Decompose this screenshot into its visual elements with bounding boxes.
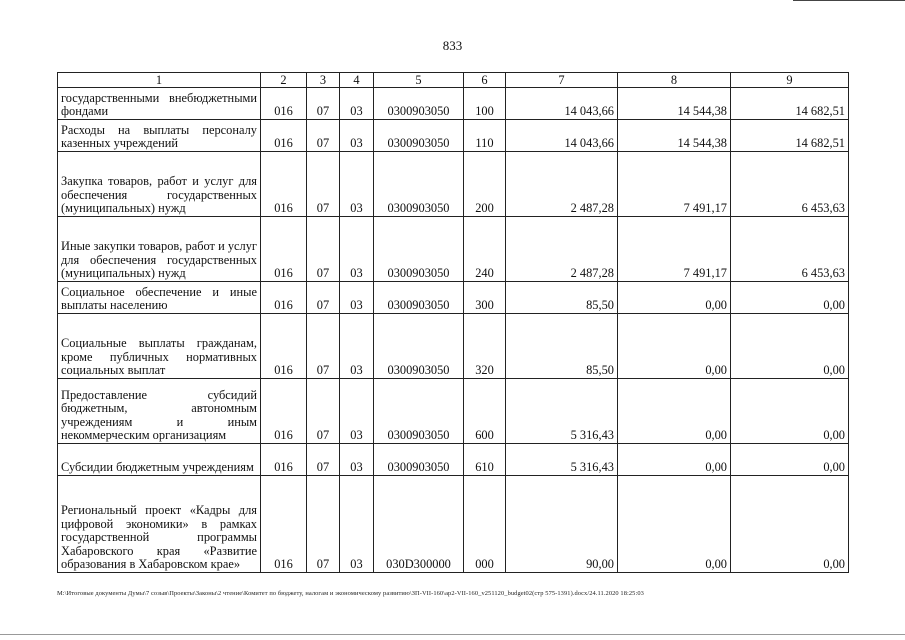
target-article-cell: 0300903050 bbox=[374, 120, 464, 152]
subsection-code-cell: 03 bbox=[340, 217, 374, 282]
amount-2021-cell: 85,50 bbox=[506, 314, 618, 379]
section-code-cell: 07 bbox=[307, 152, 340, 217]
expense-type-cell: 100 bbox=[464, 88, 506, 120]
subsection-code-cell: 03 bbox=[340, 282, 374, 314]
header-cell: 7 bbox=[506, 73, 618, 88]
subsection-code-cell: 03 bbox=[340, 120, 374, 152]
table-row bbox=[58, 88, 849, 120]
row-name-cell: Расходы на выплаты персоналу казенных учреждений bbox=[58, 120, 261, 152]
header-cell: 8 bbox=[618, 73, 731, 88]
section-code-cell: 07 bbox=[307, 217, 340, 282]
row-name-cell: Иные закупки товаров, работ и услуг для обеспечения государственных (муниципальных) нужд bbox=[58, 217, 261, 282]
expense-type-cell: 300 bbox=[464, 282, 506, 314]
header-cell: 6 bbox=[464, 73, 506, 88]
header-cell: 3 bbox=[307, 73, 340, 88]
target-article-cell: 0300903050 bbox=[374, 152, 464, 217]
row-name-cell: Социальное обеспечение и иные выплаты населению bbox=[58, 282, 261, 314]
section-code-cell: 07 bbox=[307, 120, 340, 152]
subsection-code-cell: 03 bbox=[340, 476, 374, 573]
document-path-footer: M:\Итоговые документы Думы\7 созыв\Проекты\Законы\2 чтение\Комитет по бюджету, налогам и экономическому развитию\ЗП-VII-160\ap2-VII-160_v251120_budget02(стр 575-1391).docx/24.11.2020 18:25:03 bbox=[57, 590, 644, 597]
row-name-cell: государственными внебюджетными фондами bbox=[58, 88, 261, 120]
amount-2021-cell: 85,50 bbox=[506, 282, 618, 314]
section-code-cell: 07 bbox=[307, 88, 340, 120]
header-cell: 1 bbox=[58, 73, 261, 88]
amount-2023-cell: 6 453,63 bbox=[731, 217, 849, 282]
section-code-cell: 07 bbox=[307, 379, 340, 444]
amount-2023-cell: 6 453,63 bbox=[731, 152, 849, 217]
expense-type-cell: 000 bbox=[464, 476, 506, 573]
target-article-cell: 0300903050 bbox=[374, 379, 464, 444]
header-cell: 9 bbox=[731, 73, 849, 88]
amount-2023-cell: 0,00 bbox=[731, 444, 849, 476]
grbs-code-cell: 016 bbox=[261, 152, 307, 217]
grbs-code-cell: 016 bbox=[261, 282, 307, 314]
page-number: 833 bbox=[442, 38, 463, 53]
amount-2022-cell: 0,00 bbox=[618, 282, 731, 314]
target-article-cell: 0300903050 bbox=[374, 217, 464, 282]
amount-2022-cell: 7 491,17 bbox=[618, 152, 731, 217]
subsection-code-cell: 03 bbox=[340, 444, 374, 476]
amount-2021-cell: 5 316,43 bbox=[506, 444, 618, 476]
target-article-cell: 030D300000 bbox=[374, 476, 464, 573]
amount-2023-cell: 14 682,51 bbox=[731, 88, 849, 120]
amount-2021-cell: 2 487,28 bbox=[506, 217, 618, 282]
budget-table bbox=[57, 72, 849, 573]
header-cell: 5 bbox=[374, 73, 464, 88]
section-code-cell: 07 bbox=[307, 314, 340, 379]
target-article-cell: 0300903050 bbox=[374, 314, 464, 379]
section-code-cell: 07 bbox=[307, 476, 340, 573]
row-name-cell: Предоставление субсидий бюджетным, автономным учреждениям и иным некоммерческим организациям bbox=[58, 379, 261, 444]
amount-2022-cell: 7 491,17 bbox=[618, 217, 731, 282]
expense-type-cell: 240 bbox=[464, 217, 506, 282]
table-row bbox=[58, 217, 849, 282]
table-row bbox=[58, 379, 849, 444]
row-name-cell: Субсидии бюджетным учреждениям bbox=[58, 444, 261, 476]
amount-2022-cell: 0,00 bbox=[618, 314, 731, 379]
grbs-code-cell: 016 bbox=[261, 476, 307, 573]
amount-2022-cell: 14 544,38 bbox=[618, 88, 731, 120]
amount-2021-cell: 5 316,43 bbox=[506, 379, 618, 444]
row-name-cell: Социальные выплаты гражданам, кроме публичных нормативных социальных выплат bbox=[58, 314, 261, 379]
subsection-code-cell: 03 bbox=[340, 314, 374, 379]
amount-2023-cell: 0,00 bbox=[731, 314, 849, 379]
table-body bbox=[58, 88, 849, 573]
amount-2023-cell: 0,00 bbox=[731, 476, 849, 573]
amount-2021-cell: 14 043,66 bbox=[506, 120, 618, 152]
amount-2023-cell: 0,00 bbox=[731, 282, 849, 314]
amount-2022-cell: 0,00 bbox=[618, 379, 731, 444]
expense-type-cell: 200 bbox=[464, 152, 506, 217]
table-row bbox=[58, 282, 849, 314]
table-header-row bbox=[58, 73, 849, 88]
grbs-code-cell: 016 bbox=[261, 88, 307, 120]
grbs-code-cell: 016 bbox=[261, 444, 307, 476]
amount-2023-cell: 0,00 bbox=[731, 379, 849, 444]
amount-2021-cell: 2 487,28 bbox=[506, 152, 618, 217]
amount-2022-cell: 14 544,38 bbox=[618, 120, 731, 152]
expense-type-cell: 610 bbox=[464, 444, 506, 476]
table-row bbox=[58, 444, 849, 476]
top-edge-line bbox=[793, 0, 905, 1]
header-cell: 2 bbox=[261, 73, 307, 88]
table-row bbox=[58, 476, 849, 573]
target-article-cell: 0300903050 bbox=[374, 282, 464, 314]
target-article-cell: 0300903050 bbox=[374, 88, 464, 120]
amount-2022-cell: 0,00 bbox=[618, 444, 731, 476]
subsection-code-cell: 03 bbox=[340, 88, 374, 120]
row-name-cell: Региональный проект «Кадры для цифровой экономики» в рамках государственной программы Хабаровского края «Развитие образования в Хабаровском крае» bbox=[58, 476, 261, 573]
target-article-cell: 0300903050 bbox=[374, 444, 464, 476]
amount-2022-cell: 0,00 bbox=[618, 476, 731, 573]
section-code-cell: 07 bbox=[307, 444, 340, 476]
amount-2023-cell: 14 682,51 bbox=[731, 120, 849, 152]
amount-2021-cell: 14 043,66 bbox=[506, 88, 618, 120]
bottom-edge-line bbox=[0, 634, 905, 635]
table-row bbox=[58, 314, 849, 379]
table-row bbox=[58, 120, 849, 152]
table-row bbox=[58, 152, 849, 217]
subsection-code-cell: 03 bbox=[340, 152, 374, 217]
grbs-code-cell: 016 bbox=[261, 217, 307, 282]
expense-type-cell: 320 bbox=[464, 314, 506, 379]
grbs-code-cell: 016 bbox=[261, 379, 307, 444]
grbs-code-cell: 016 bbox=[261, 314, 307, 379]
expense-type-cell: 110 bbox=[464, 120, 506, 152]
header-cell: 4 bbox=[340, 73, 374, 88]
amount-2021-cell: 90,00 bbox=[506, 476, 618, 573]
subsection-code-cell: 03 bbox=[340, 379, 374, 444]
row-name-cell: Закупка товаров, работ и услуг для обеспечения государственных (муниципальных) нужд bbox=[58, 152, 261, 217]
section-code-cell: 07 bbox=[307, 282, 340, 314]
expense-type-cell: 600 bbox=[464, 379, 506, 444]
grbs-code-cell: 016 bbox=[261, 120, 307, 152]
